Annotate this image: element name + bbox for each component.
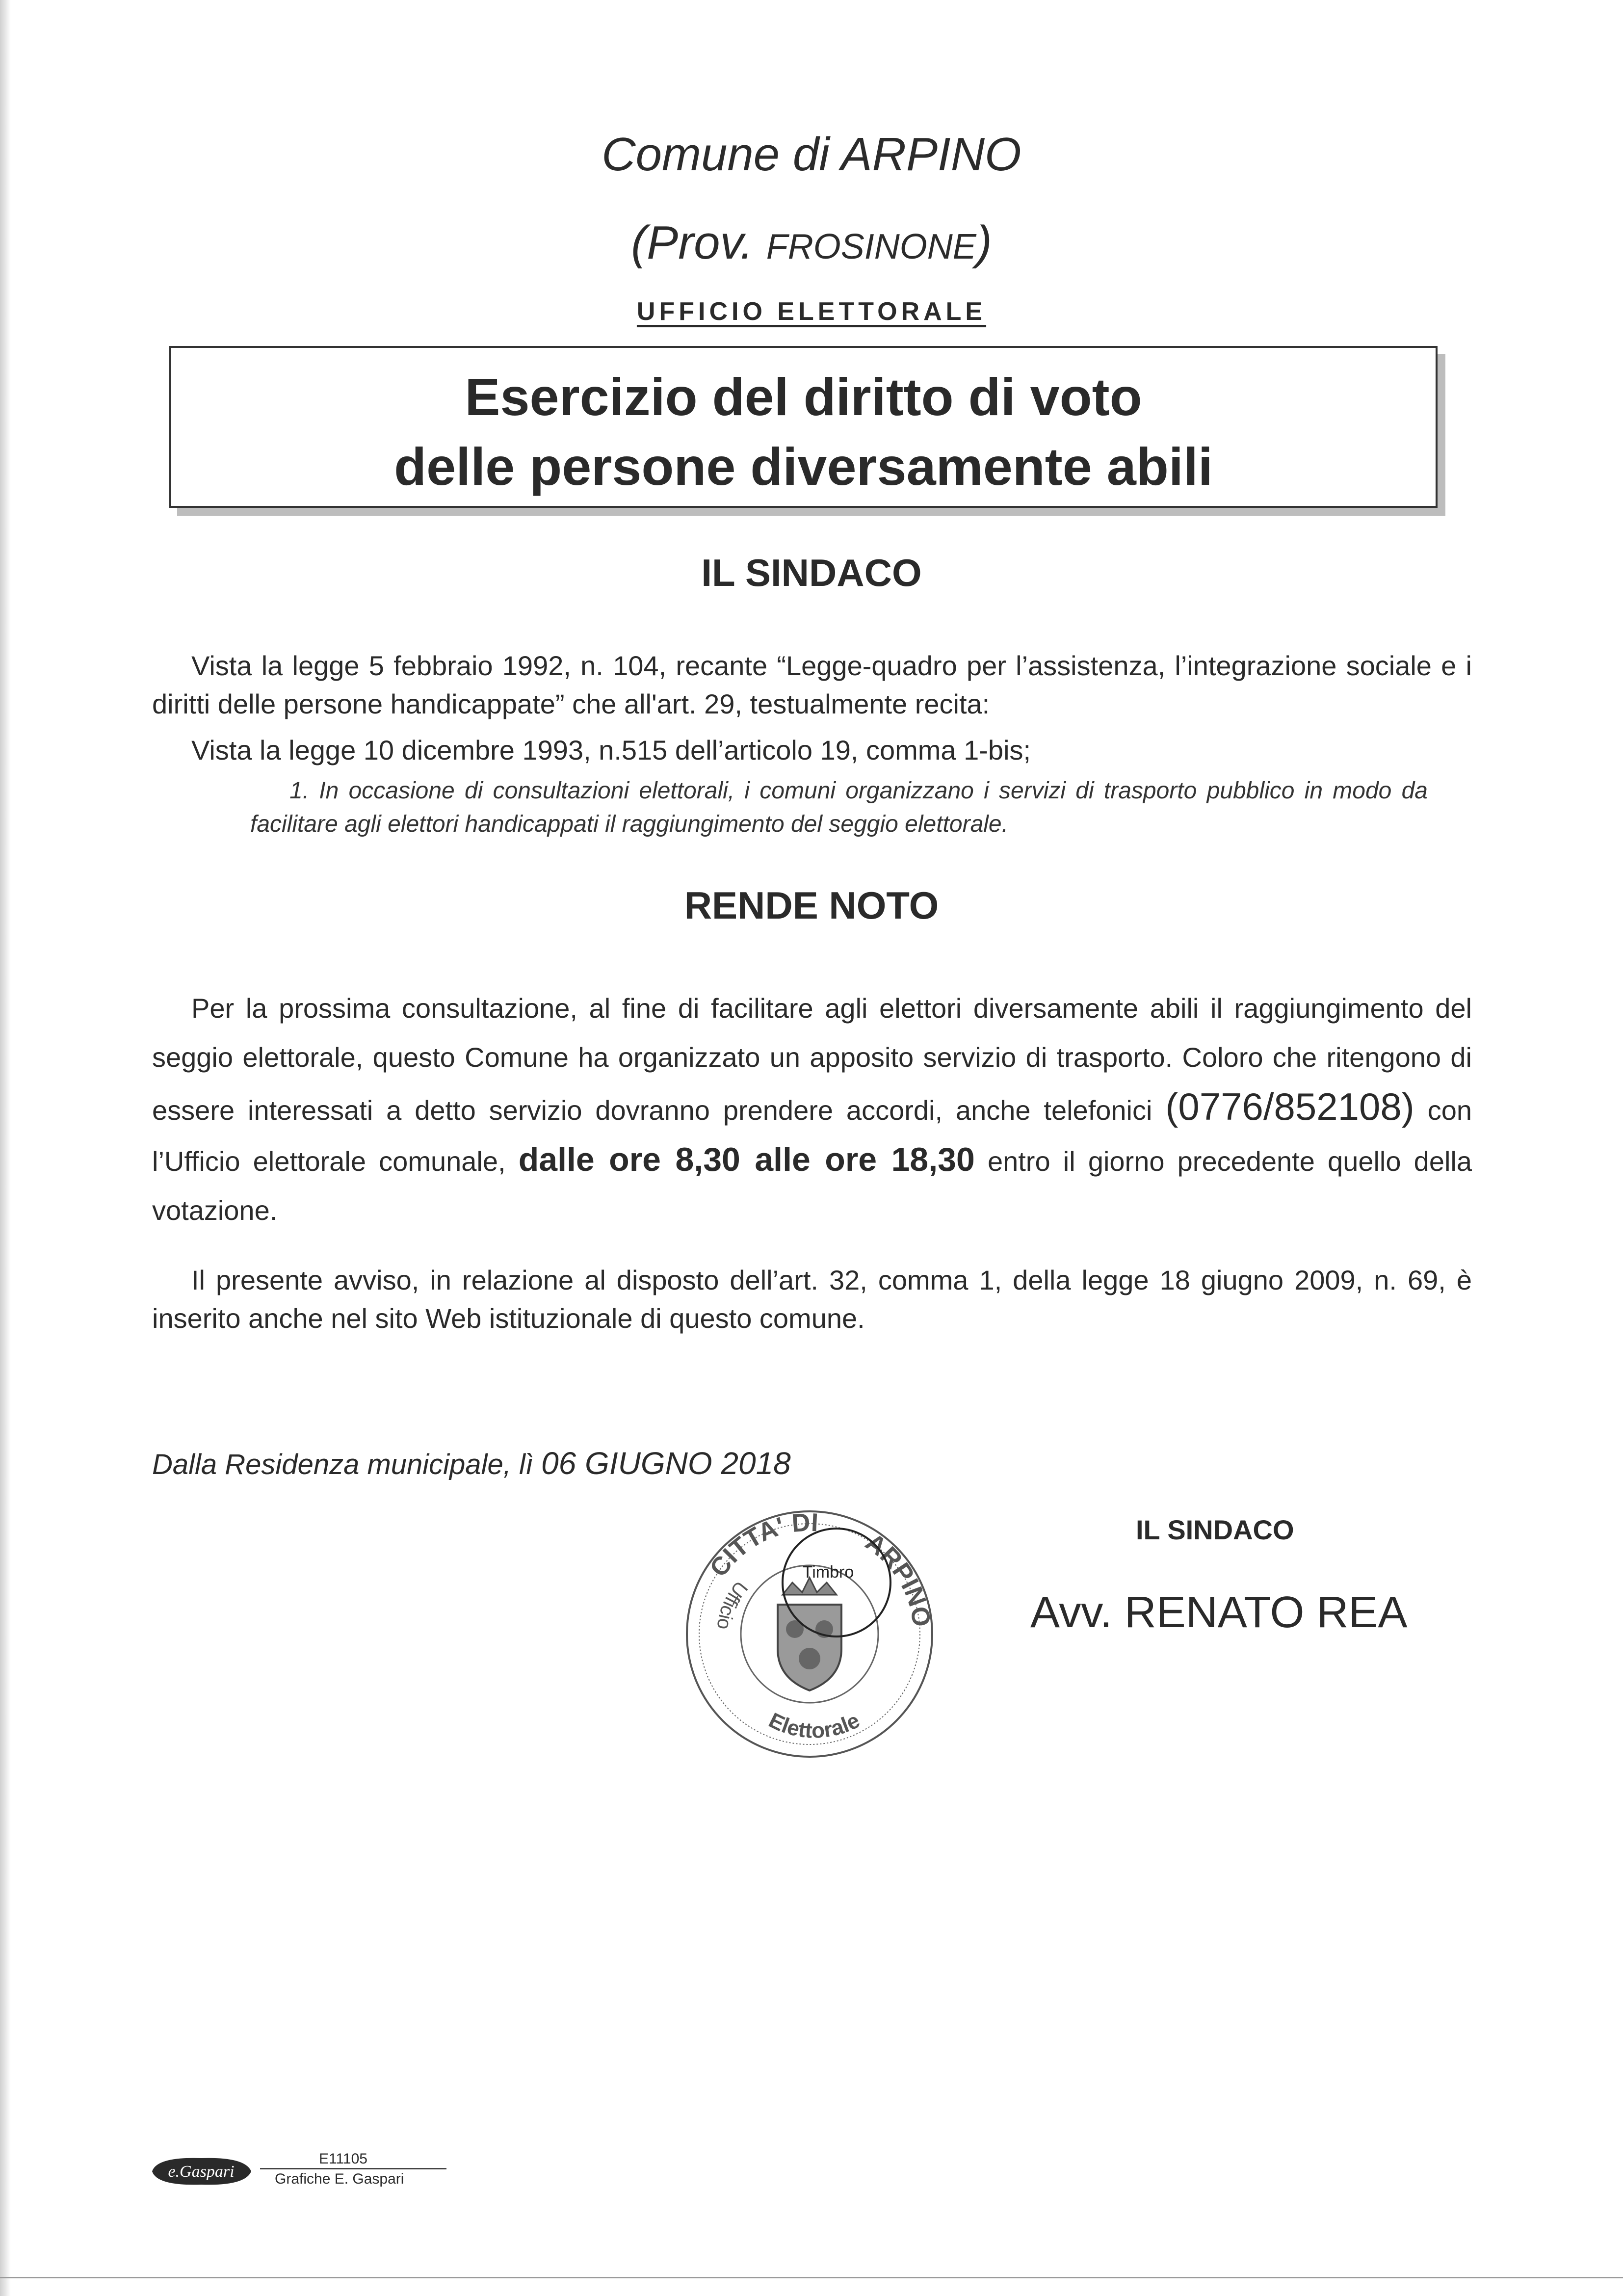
stamp-overlay-text: Timbro <box>802 1563 854 1582</box>
office-name: UFFICIO ELETTORALE <box>636 297 987 326</box>
transport-notice <box>152 984 1472 1235</box>
printer-code: E11105 <box>319 2151 367 2167</box>
province-close: ) <box>976 216 992 269</box>
date-text: 06 GIUGNO 2018 <box>541 1446 791 1481</box>
notice-text-part-2: con l’Ufficio elettorale comunale, <box>152 1095 1472 1177</box>
stamp-text-left: Ufficio <box>712 1577 752 1631</box>
transport-notice-text <box>152 984 1472 1235</box>
place-text: Dalla Residenza municipale, lì <box>152 1449 542 1480</box>
stamp-text-bottom: Elettorale <box>765 1708 864 1743</box>
comune-name: Comune di ARPINO <box>602 128 1021 181</box>
scan-edge-shadow <box>0 0 11 2296</box>
signature-name: Avv. RENATO REA <box>1030 1588 1408 1637</box>
printer-logo <box>147 2154 255 2189</box>
phone-number: (0776/852108) <box>1165 1085 1414 1128</box>
vista-legge-515-text: Vista la legge 10 dicembre 1993, n.515 dell’articolo 19, comma 1-bis; <box>191 735 1031 765</box>
notice-text-part-3: entro il giorno precedente quello della votazione. <box>152 1146 1472 1226</box>
law-quote <box>250 774 1428 841</box>
province-line <box>0 216 1623 270</box>
web-notice <box>152 1261 1472 1338</box>
stamp-text-right: ARPINO <box>860 1528 936 1629</box>
place-date <box>152 1445 791 1481</box>
signature-title: IL SINDACO <box>1136 1514 1294 1545</box>
web-notice-text: Il presente avviso, in relazione al disposto dell’art. 32, comma 1, della legge 18 giugno 2009, n. 69, è inserito anche nel sito Web istituzionale di questo comune. <box>152 1265 1472 1334</box>
stamp-text-top: CITTA' DI <box>704 1508 819 1583</box>
vista-legge-104-text: Vista la legge 5 febbraio 1992, n. 104, recante “Legge-quadro per l’assistenza, l’integrazione sociale e i diritti delle persone handicappate” che all'art. 29, testualmente recita: <box>152 650 1472 719</box>
official-stamp <box>672 1497 947 1771</box>
heading-il-sindaco: IL SINDACO <box>701 551 922 594</box>
province-name: FROSINONE <box>766 227 976 266</box>
notice-text-part-1: Per la prossima consultazione, al fine di facilitare agli elettori diversamente abili il raggiungimento del seggio elettorale, questo Comune ha organizzato un apposito servizio di trasporto. Coloro che ritengono di essere interessati a detto servizio dovranno prendere accordi, anche telefonici <box>152 993 1472 1126</box>
title-line-2: delle persone diversamente abili <box>394 437 1213 496</box>
office-hours: dalle ore 8,30 alle ore 18,30 <box>518 1141 975 1178</box>
law-quote-text: 1. In occasione di consultazioni elettorali, i comuni organizzano i servizi di trasporto pubblico in modo da facilitare agli elettori handicappati il raggiungimento del seggio elettorale. <box>250 778 1428 837</box>
vista-legge-104 <box>152 647 1472 723</box>
printer-logo-text: e.Gaspari <box>168 2163 235 2181</box>
vista-legge-515 <box>152 731 1472 769</box>
scan-bottom-line <box>0 2277 1623 2278</box>
heading-rende-noto: RENDE NOTO <box>684 884 939 927</box>
title-box <box>169 346 1438 508</box>
province-open: (Prov. <box>631 216 754 269</box>
coat-of-arms-icon <box>778 1578 841 1690</box>
printer-divider <box>260 2168 446 2169</box>
printer-name: Grafiche E. Gaspari <box>275 2171 404 2187</box>
title-line-1: Esercizio del diritto di voto <box>465 367 1142 426</box>
